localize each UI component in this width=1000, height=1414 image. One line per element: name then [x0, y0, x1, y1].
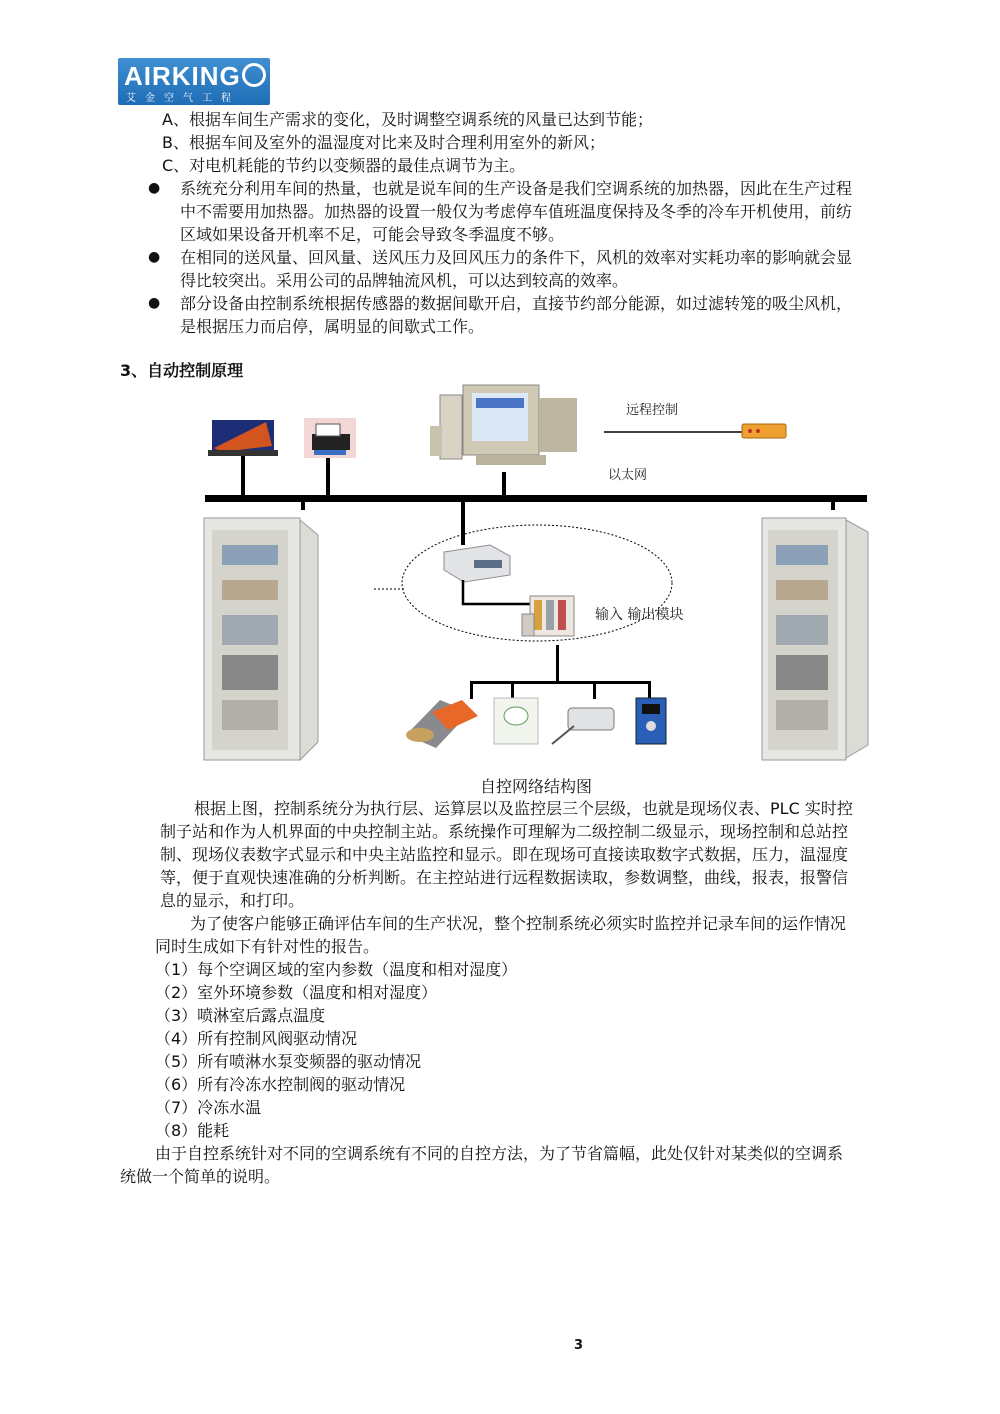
bullet-marker: ●	[148, 249, 161, 265]
bullet-2-line-1: 在相同的送风量、回风量、送风压力及回风压力的条件下，风机的效率对实耗功率的影响就会显	[180, 248, 853, 267]
diagram-caption: 自控网络结构图	[480, 777, 593, 796]
para1-line-1: 根据上图，控制系统分为执行层、运算层以及监控层三个层级，也就是现场仪表、PLC 实时控	[194, 799, 853, 818]
logo-subtitle: 艾金空气工程	[126, 93, 240, 104]
bullet-3-line-2: 是根据压力而启停，属明显的间歇式工作。	[180, 317, 485, 336]
para3-line-1: 由于自控系统针对不同的空调系统有不同的自控方法，为了节省篇幅，此处仅针对某类似的空调系	[155, 1144, 844, 1163]
option-a: A、根据车间生产需求的变化，及时调整空调系统的风量已达到节能；	[162, 110, 653, 129]
damper-actuator-icon	[406, 700, 478, 748]
bullet-2-line-2: 得比较突出。采用公司的品牌轴流风机，可以达到较高的效率。	[180, 271, 629, 290]
bullet-1-line-3: 区域如果设备开机率不足，可能会导致冬季温度不够。	[180, 225, 565, 244]
bus-drop-pc	[502, 472, 506, 497]
para1-line-3: 制、现场仪表数字式显示和中央主站监控和显示。即在现场可直接读取数字式数据，压力，温湿度	[160, 845, 849, 864]
plc-controller-icon	[444, 545, 510, 582]
frequency-converter-icon	[636, 698, 666, 744]
option-b: B、根据车间及室外的温湿度对比来及时合理利用室外的新风；	[162, 133, 605, 152]
para1-line-2: 制子站和作为人机界面的中央控制主站。系统操作可理解为二级控制二级显示，现场控制和总站控	[160, 822, 849, 841]
io-module-icon	[522, 596, 574, 636]
para1-line-4: 等，便于直观快速准确的分析判断。在主控站进行远程数据读取，参数调整，曲线，报表，报警信	[160, 868, 849, 887]
io-module-label: 输入 输出模块	[595, 607, 684, 623]
ethernet-label: 以太网	[608, 468, 648, 483]
page-number: 3	[574, 1338, 584, 1353]
report-item: （8）能耗	[155, 1121, 230, 1140]
section-heading: 3、自动控制原理	[120, 361, 244, 380]
humidity-sensor-icon	[494, 698, 538, 744]
bullet-1-line-1: 系统充分利用车间的热量，也就是说车间的生产设备是我们空调系统的加热器，因此在生产过程	[180, 179, 853, 198]
report-item: （1）每个空调区域的室内参数（温度和相对湿度）	[155, 960, 518, 979]
report-item: （3）喷淋室后露点温度	[155, 1006, 326, 1025]
option-c: C、对电机耗能的节约以变频器的最佳点调节为主。	[162, 156, 526, 175]
bullet-1-line-2: 中不需要用加热器。加热器的设置一般仅为考虑停车值班温度保持及冬季的冷车开机使用，前纺	[180, 202, 853, 221]
report-item: （4）所有控制风阀驱动情况	[155, 1029, 358, 1048]
para2-line-1: 为了使客户能够正确评估车间的生产状况，整个控制系统必须实时监控并记录车间的运作情况	[190, 914, 847, 933]
remote-modem-icon	[742, 424, 786, 438]
laptop-icon	[208, 420, 278, 456]
bus-drop-printer	[326, 455, 330, 497]
printer-icon	[304, 418, 356, 458]
report-item: （7）冷冻水温	[155, 1098, 262, 1117]
bullet-3-line-1: 部分设备由控制系统根据传感器的数据间歇开启，直接节约部分能源，如过滤转笼的吸尘风机，	[180, 294, 853, 313]
bus-drop-laptop	[241, 455, 245, 497]
workstation-computer-icon	[430, 385, 577, 465]
bus-drop-controller	[461, 500, 465, 545]
left-control-cabinet-icon	[204, 518, 318, 760]
bullet-marker: ●	[148, 180, 161, 196]
logo-brand: AIRKING	[124, 61, 241, 91]
field-device-bus	[470, 681, 651, 684]
remote-control-label: 远程控制	[626, 403, 679, 418]
report-item: （5）所有喷淋水泵变频器的驱动情况	[155, 1052, 422, 1071]
bus-drop-right-cabinet	[831, 500, 835, 510]
field-device-drop	[556, 645, 559, 682]
para2-line-2: 同时生成如下有针对性的报告。	[155, 937, 380, 956]
controller-to-io-line	[463, 580, 530, 604]
report-item: （2）室外环境参数（温度和相对湿度）	[155, 983, 438, 1002]
temperature-transmitter-icon	[552, 708, 614, 744]
right-control-cabinet-icon	[762, 518, 868, 760]
bullet-marker: ●	[148, 295, 161, 311]
para1-line-5: 息的显示，和打印。	[160, 891, 305, 910]
bus-drop-left-cabinet	[301, 500, 305, 510]
para3-line-2: 统做一个简单的说明。	[120, 1167, 281, 1186]
report-item: （6）所有冷冻水控制阀的驱动情况	[155, 1075, 406, 1094]
